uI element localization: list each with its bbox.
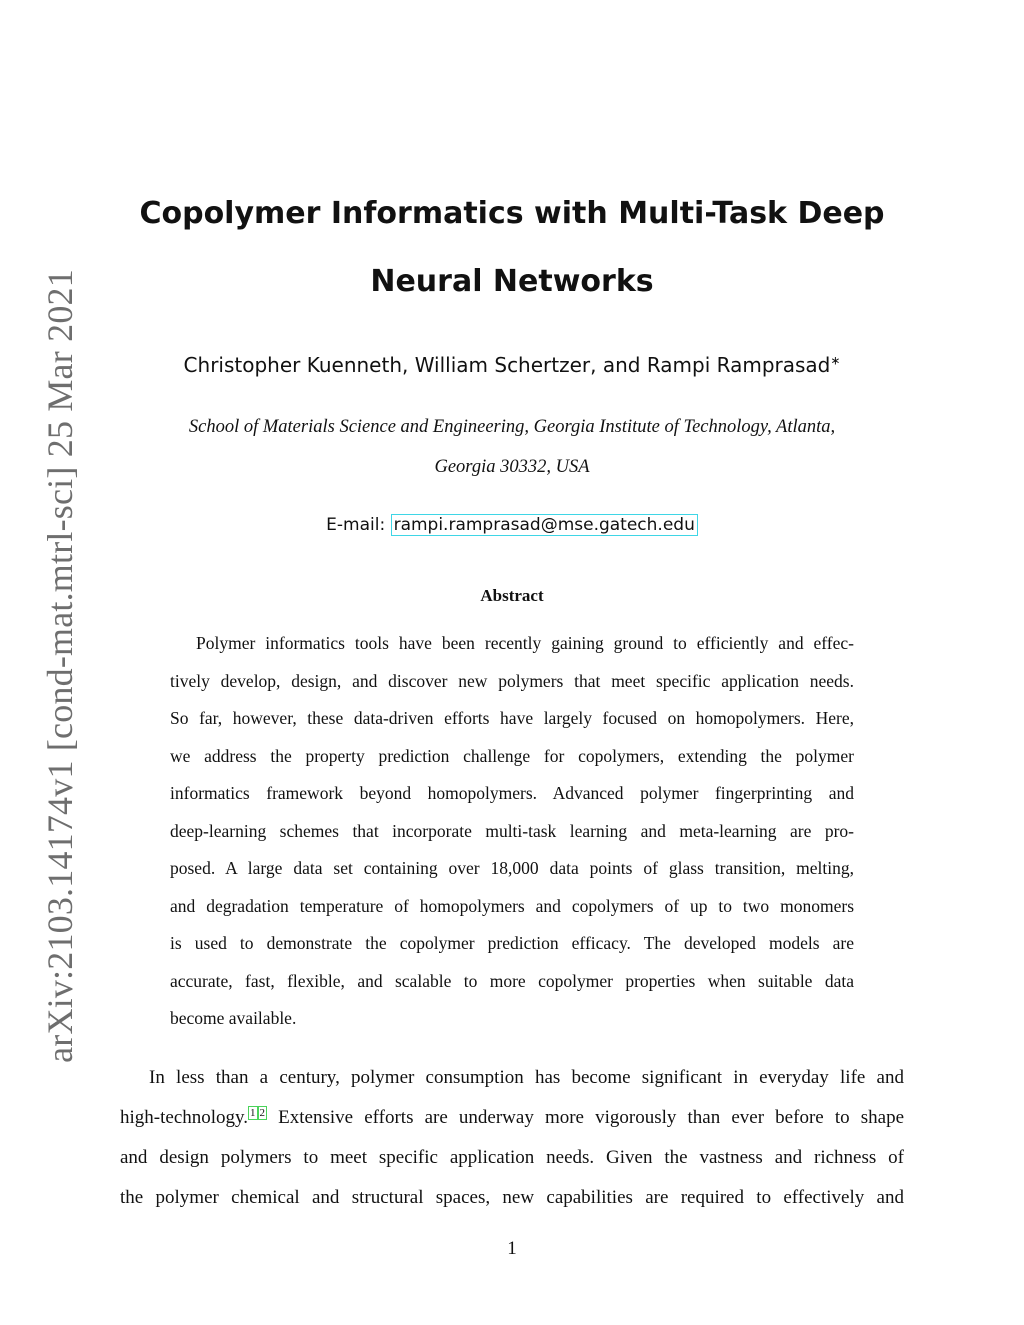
email-row bbox=[0, 515, 1024, 535]
abstract-heading: Abstract bbox=[480, 586, 544, 605]
body-text-line: and design polymers to meet specific application needs. Given the vastness and richness of bbox=[120, 1147, 904, 1168]
email-link[interactable]: rampi.ramprasad@mse.gatech.edu bbox=[391, 514, 698, 536]
abstract-line: is used to demonstrate the copolymer prediction efficacy. The developed models are bbox=[170, 933, 854, 953]
affiliation-line-1: School of Materials Science and Engineering, Georgia Institute of Technology, Atlanta, bbox=[188, 417, 836, 437]
citation-link[interactable]: 1 bbox=[250, 1107, 256, 1119]
email-label: E-mail: bbox=[326, 515, 386, 535]
abstract-line: we address the property prediction challenge for copolymers, extending the polymer bbox=[170, 746, 854, 766]
abstract-line: So far, however, these data-driven efforts have largely focused on homopolymers. Here, bbox=[170, 708, 854, 728]
paper-title-line-1: Copolymer Informatics with Multi-Task Deep bbox=[139, 196, 885, 231]
arxiv-identifier-stamp: arXiv:2103.14174v1 [cond-mat.mtrl-sci] 25 Mar 2021 bbox=[40, 269, 80, 1063]
abstract-line: deep-learning schemes that incorporate multi-task learning and meta-learning are pro- bbox=[170, 821, 854, 841]
page-number: 1 bbox=[507, 1238, 517, 1259]
abstract-line: posed. A large data set containing over 18,000 data points of glass transition, melting, bbox=[170, 858, 854, 878]
abstract-line: and degradation temperature of homopolymers and copolymers of up to two monomers bbox=[170, 896, 854, 916]
author-list bbox=[0, 353, 1024, 377]
abstract-line: accurate, fast, flexible, and scalable to more copolymer properties when suitable data bbox=[170, 971, 854, 991]
abstract-line: informatics framework beyond homopolymers. Advanced polymer fingerprinting and bbox=[170, 783, 854, 803]
body-text-line: In less than a century, polymer consumption has become significant in everyday life and bbox=[149, 1067, 904, 1088]
body-text-fragment: high-technology. bbox=[120, 1107, 249, 1128]
corresponding-author-mark: ∗ bbox=[830, 353, 841, 368]
paper-title-line-2: Neural Networks bbox=[370, 264, 654, 299]
body-text-line: the polymer chemical and structural spaces, new capabilities are required to effectively and bbox=[120, 1187, 904, 1208]
abstract-line: become available. bbox=[170, 1008, 297, 1028]
citation-link[interactable]: 2 bbox=[259, 1107, 266, 1119]
abstract-line: Polymer informatics tools have been recently gaining ground to efficiently and effec- bbox=[196, 633, 854, 653]
body-text-fragment: Extensive efforts are underway more vigorously than ever before to shape bbox=[267, 1107, 904, 1128]
abstract-line: tively develop, design, and discover new polymers that meet specific application needs. bbox=[170, 671, 854, 691]
body-text-line bbox=[120, 1107, 904, 1129]
affiliation-line-2: Georgia 30332, USA bbox=[434, 457, 590, 477]
author-names: Christopher Kuenneth, William Schertzer, and Rampi Ramprasad bbox=[183, 353, 831, 377]
